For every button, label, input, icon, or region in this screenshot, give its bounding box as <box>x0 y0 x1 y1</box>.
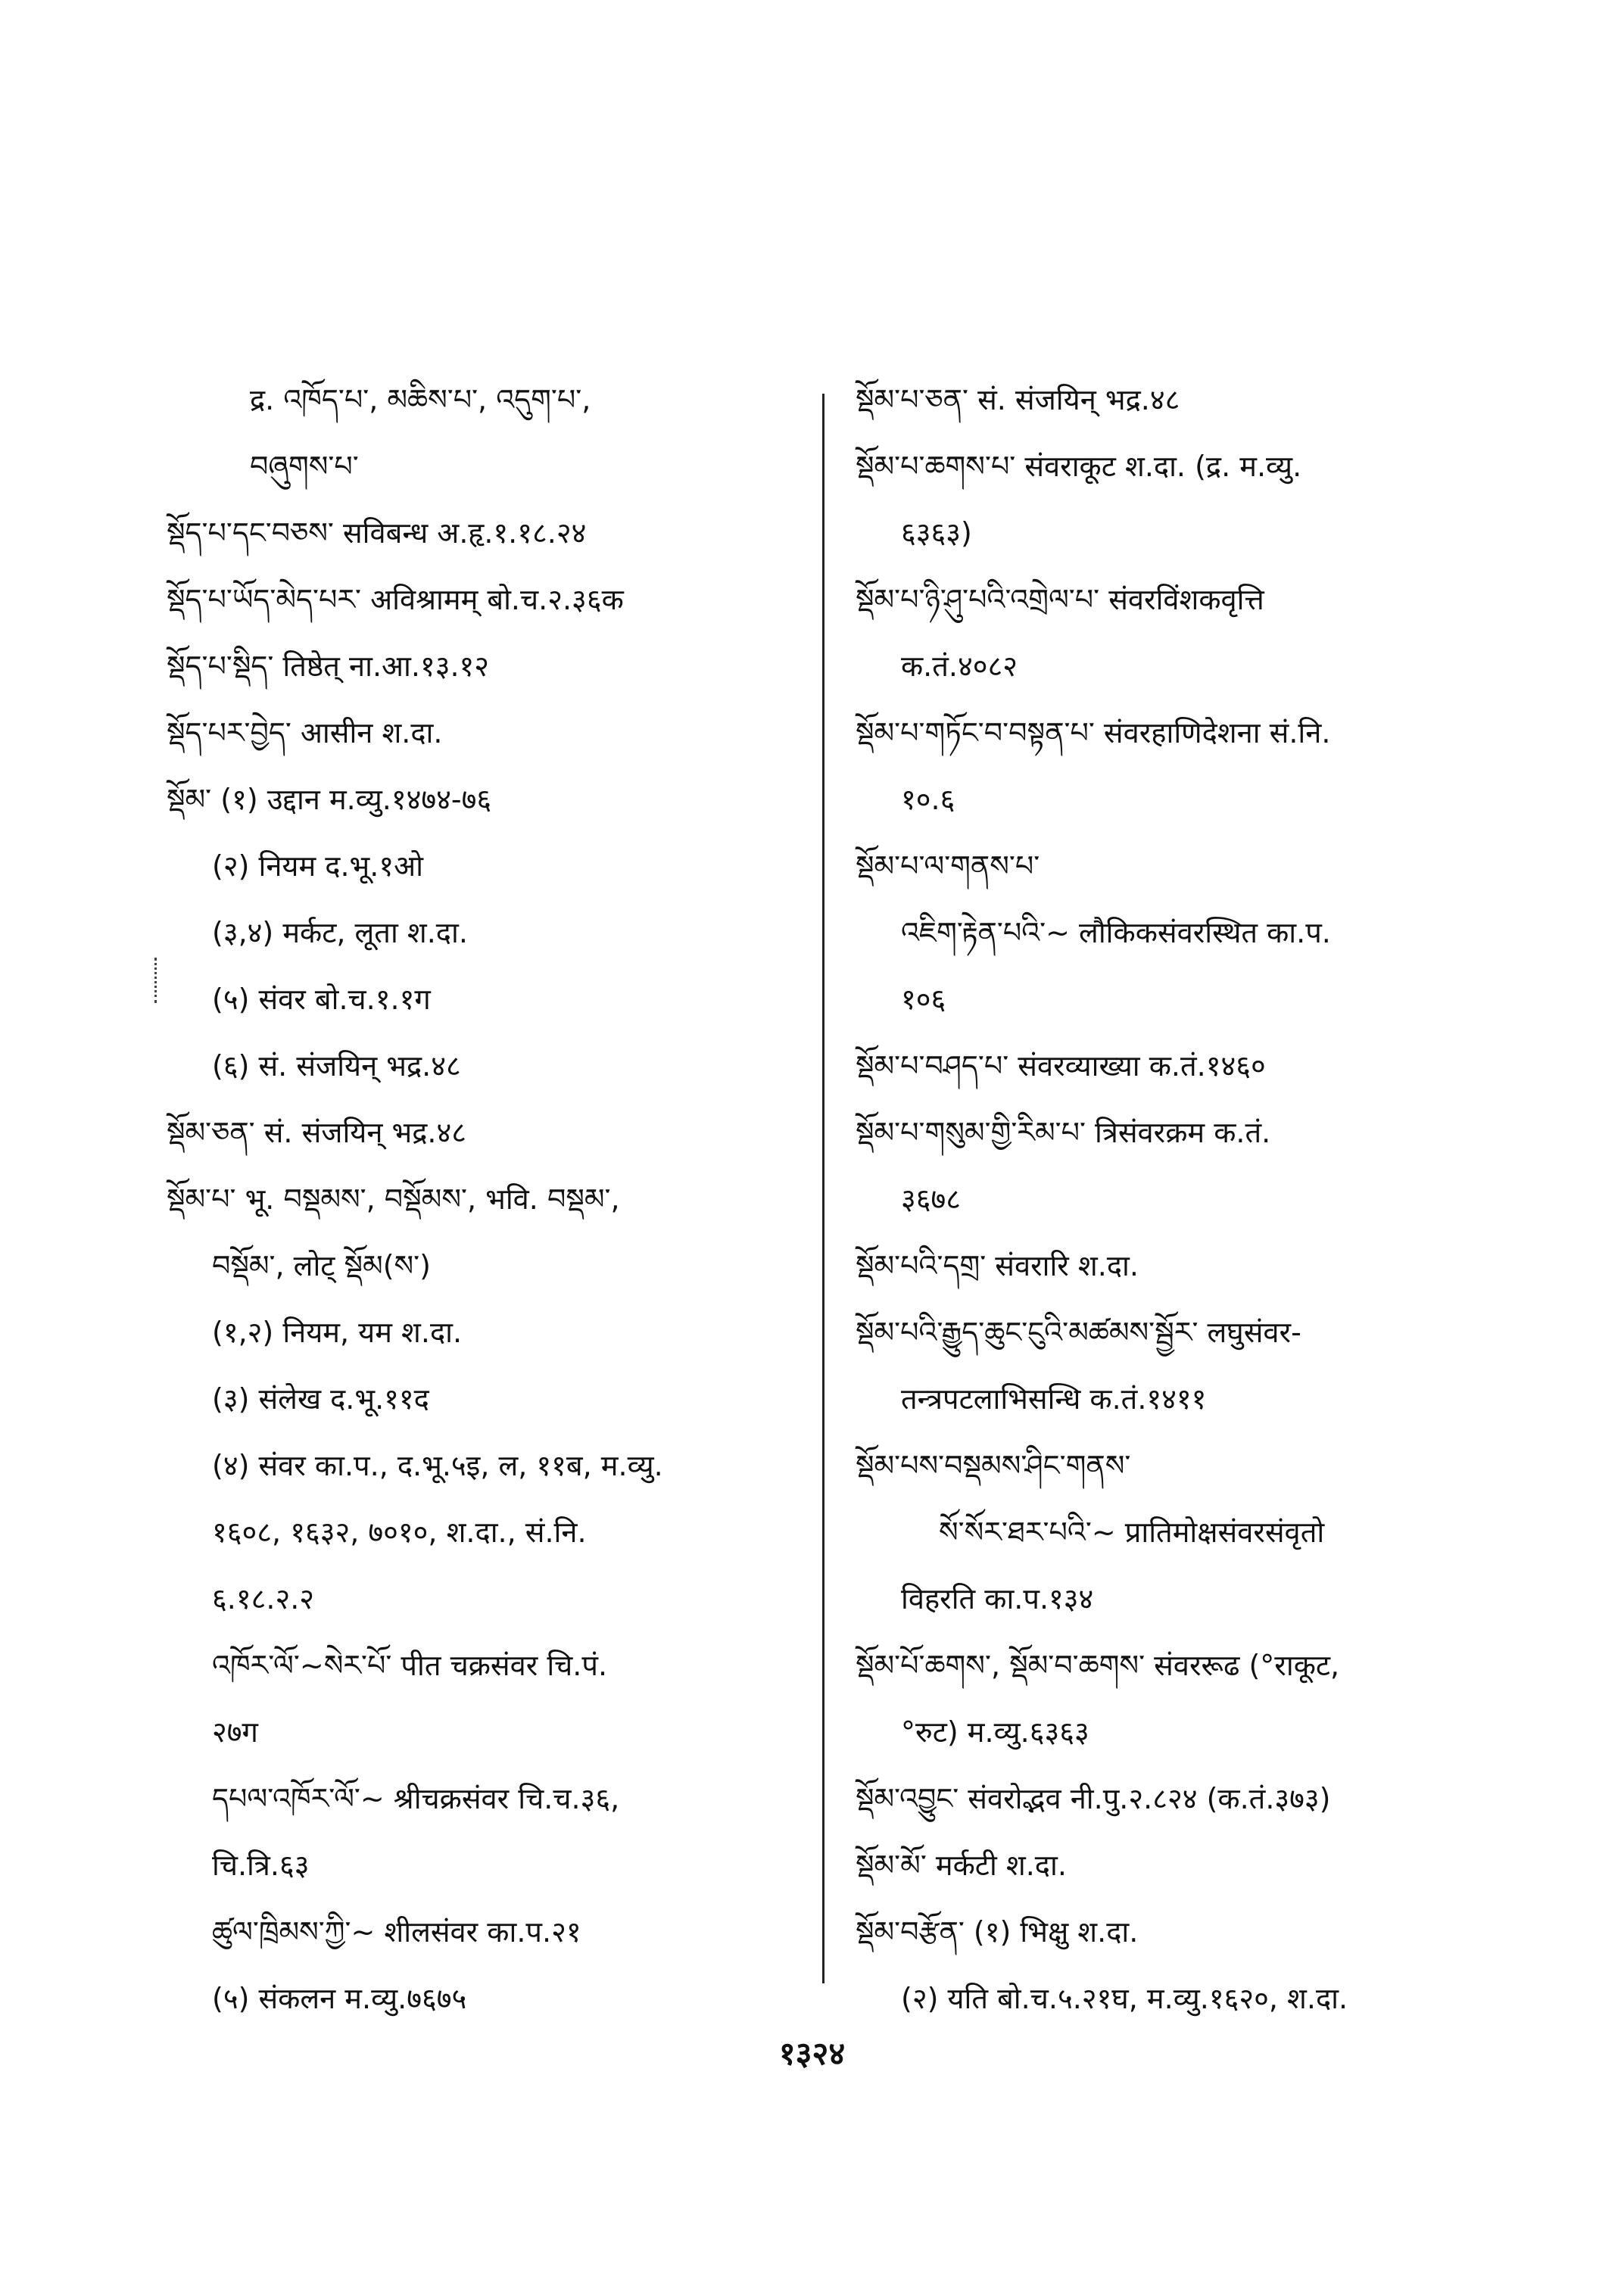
entry-line: (६) सं. संजयिन् भद्र.४८ <box>212 1049 461 1083</box>
entry-line: སྡོམ་འབྱུང་ संवरोद्भव नी.पु.२.८२४ (क.तं.३७३) <box>856 1782 1331 1815</box>
entry-line: དཔལ་འཁོར་ལོ་~ श्रीचक्रसंवर चि.च.३६, <box>212 1782 620 1815</box>
entry-line: སྡོམ་པས་བསྡམས་ཤིང་གནས་ <box>856 1449 1131 1482</box>
entry-line: འཁོར་ལོ་~སེར་པོ་ पीत चक्रसंवर चि.पं. <box>212 1649 608 1682</box>
entry-line: སྡོད་པ་སྡིད་ तिष्ठेत् ना.आ.१३.१२ <box>167 650 490 683</box>
entry-line: སོ་སོར་ཐར་པའི་~ प्रातिमोक्षसंवरसंवृतो <box>939 1516 1325 1549</box>
entry-line: སྡོམ་ (१) उद्दान म.व्यु.१४७४-७६ <box>167 783 492 816</box>
column-divider <box>822 394 824 1983</box>
entry-line: क.तं.४०८२ <box>901 650 1018 683</box>
entry-line: ६३६३) <box>901 516 972 550</box>
entry-line: སྡོམ་པ་ཅན་ सं. संजयिन् भद्र.४८ <box>856 383 1180 416</box>
entry-line: तन्त्रपटलाभिसन्धि क.तं.१४११ <box>901 1382 1207 1416</box>
entry-line: བསྡོམ་, लोट् སྡོམ(ས་) <box>212 1249 431 1282</box>
entry-line: (३) संलेख द.भू.११द <box>212 1382 429 1416</box>
entry-line: སྡོམ་པོ་ཆགས་, སྡོམ་བ་ཆགས་ संवररूढ (°राकूट, <box>856 1649 1340 1682</box>
entry-line: སྡོམ་པ་བཤད་པ་ संवरव्याख्या क.तं.१४६० <box>856 1049 1266 1083</box>
entry-line: (१,२) नियम, यम श.दा. <box>212 1316 463 1349</box>
entry-line: སྡོམ་པ་ भू. བསྡམས་, བསྡོམས་, भवि. བསྡམ་, <box>167 1182 620 1216</box>
entry-line: १६०८, १६३२, ७०१०, श.दा., सं.नि. <box>212 1516 587 1549</box>
entry-line: विहरति का.प.१३४ <box>901 1582 1094 1615</box>
entry-line: द्र. འཁོད་པ་, མཆིས་པ་, འདུག་པ་, <box>250 383 591 416</box>
entry-line: २७ग <box>212 1715 258 1749</box>
entry-line: (२) नियम द.भू.१ओ <box>212 849 423 883</box>
entry-line: སྡོམ་པ་གསུམ་གྱི་རིམ་པ་ त्रिसंवरक्रम क.तं. <box>856 1116 1271 1149</box>
entry-line: ३६७८ <box>901 1182 962 1216</box>
entry-line: སྡོམ་པའི་རྒྱུད་ཆུང་ངུའི་མཚམས་སྦྱོར་ लघुसंवर- <box>856 1316 1301 1349</box>
entry-line: འཇིག་རྟེན་པའི་~ लौकिकसंवरस्थित का.प. <box>901 916 1331 949</box>
entry-line: (५) संवर बो.च.१.१ग <box>212 983 431 1016</box>
entry-line: སྡོམ་ཅན་ सं. संजयिन् भद्र.४८ <box>167 1116 467 1149</box>
entry-line: (३,४) मर्कट, लूता श.दा. <box>212 916 468 949</box>
entry-line: སྡོམ་པ་ལ་གནས་པ་ <box>856 849 1040 883</box>
entry-line: སྡོམ་མོ་ मर्कटी श.दा. <box>856 1849 1067 1882</box>
entry-line: སྡོམ་བརྩོན་ (१) भिक्षु श.दा. <box>856 1915 1139 1949</box>
entry-line: (२) यति बो.च.५.२१घ, म.व्यु.१६२०, श.दा. <box>901 1982 1348 2015</box>
entry-line: चि.त्रि.६३ <box>212 1849 310 1882</box>
entry-line: (५) संकलन म.व्यु.७६७५ <box>212 1982 467 2015</box>
entry-line: སྡོམ་པ་གཏོང་བ་བསྟན་པ་ संवरहाणिदेशना सं.नि. <box>856 716 1331 749</box>
page-number: १३२४ <box>778 2035 846 2072</box>
entry-line: १०६ <box>901 983 946 1016</box>
entry-line: སྡོམ་པ་ཆགས་པ་ संवराकूट श.दा. (द्र. म.व्यु. <box>856 450 1302 483</box>
entry-line: (४) संवर का.प., द.भू.५इ, ल, ११ब, म.व्यु. <box>212 1449 663 1482</box>
entry-line: སྡོམ་པ་ཉི་ཤུ་པའི་འགྲེལ་པ་ संवरविंशकवृत्ति <box>856 583 1264 616</box>
entry-line: ६.१८.२.२ <box>212 1582 315 1615</box>
entry-line: ཚུལ་ཁྲིམས་ཀྱི་~ शीलसंवर का.प.२१ <box>212 1915 581 1949</box>
entry-line: °रुट) म.व्यु.६३६३ <box>901 1715 1089 1749</box>
margin-dots <box>154 958 161 1003</box>
entry-line: སྡོད་པ་ཡོད་མེད་པར་ अविश्रामम् बो.च.२.३६क <box>167 583 624 616</box>
entry-line: སྡོད་པ་དང་བཅས་ सविबन्ध अ.हृ.१.१८.२४ <box>167 516 587 550</box>
entry-line: བཞུགས་པ་ <box>250 450 359 483</box>
entry-line: १०.६ <box>901 783 955 816</box>
entry-line: སྡོམ་པའི་དགྲ་ संवरारि श.दा. <box>856 1249 1139 1282</box>
entry-line: སྡོད་པར་བྱེད་ आसीन श.दा. <box>167 716 443 749</box>
